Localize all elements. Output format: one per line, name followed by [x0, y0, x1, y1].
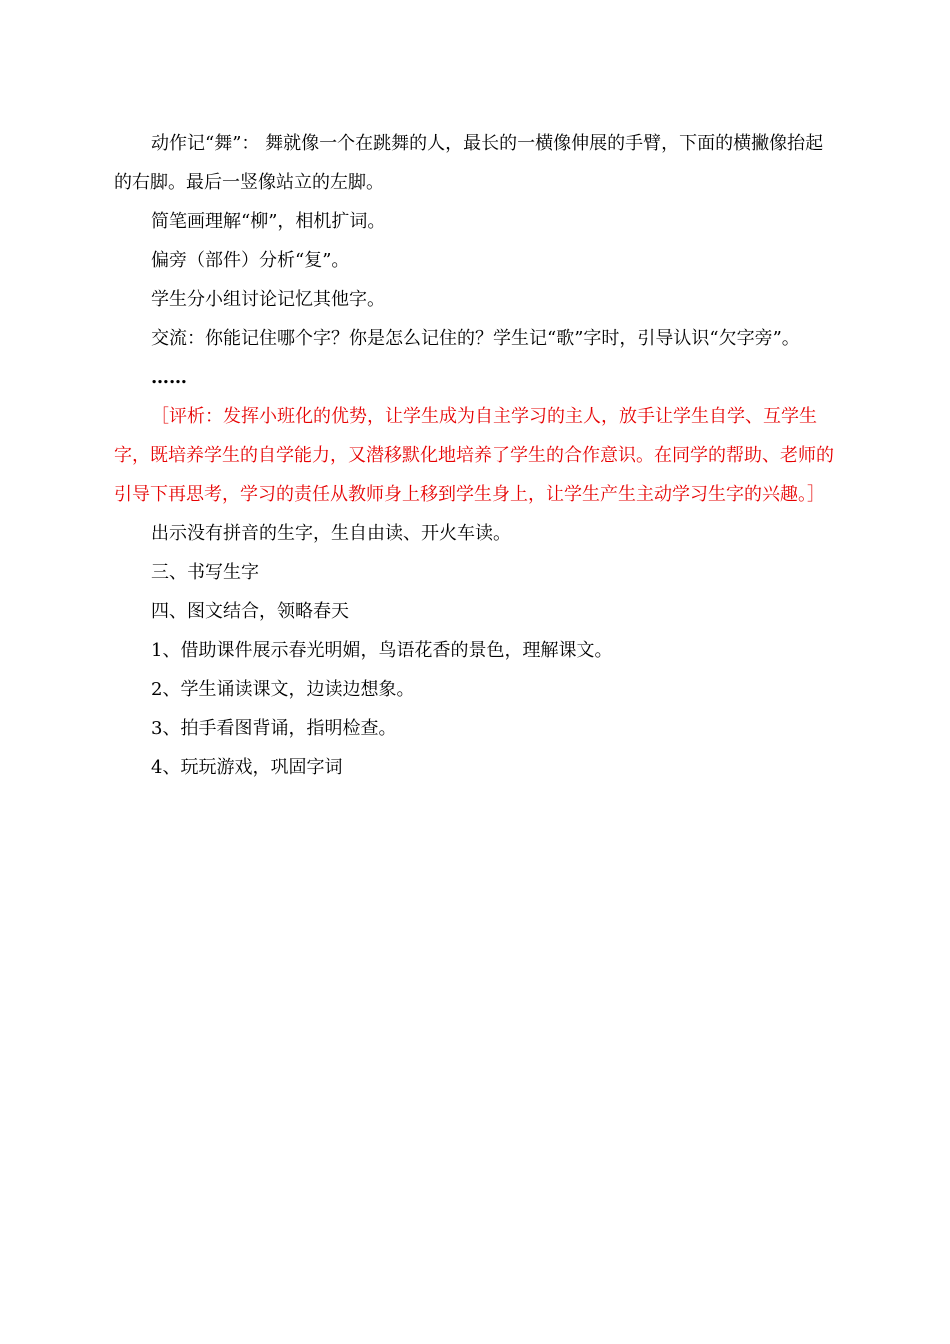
- list-item-2: 2、学生诵读课文，边读边想象。: [151, 679, 415, 700]
- paragraph-exchange: 交流：你能记住哪个字？你是怎么记住的？学生记“歌”字时，引导认识“欠字旁”。: [151, 328, 800, 349]
- list-item-3: 3、拍手看图背诵，指明检查。: [151, 718, 397, 739]
- paragraph-show-characters: 出示没有拼音的生字，生自由读、开火车读。: [151, 523, 511, 544]
- teaching-commentary: ［评析：发挥小班化的优势，让学生成为自主学习的主人，放手让学生自学、互学生字，既培养学生的自学能力，又潜移默化地培养了学生的合作意识。在同学的帮助、老师的引导下再思考，学习的责任从教师身上移到学生身上，让学生产生主动学习生字的兴趣。］: [114, 406, 834, 505]
- ellipsis: ……: [151, 367, 187, 388]
- paragraph-group-discussion: 学生分小组讨论记忆其他字。: [151, 289, 385, 310]
- paragraph-willow-drawing: 简笔画理解“柳”，相机扩词。: [151, 211, 386, 232]
- section-heading-writing: 三、书写生字: [151, 562, 259, 583]
- paragraph-radical-analysis: 偏旁（部件）分析“复”。: [151, 250, 350, 271]
- list-item-1: 1、借助课件展示春光明媚，鸟语花香的景色，理解课文。: [151, 640, 613, 661]
- document-page: [114, 124, 840, 787]
- paragraph-dance-mnemonic: 动作记“舞”： 舞就像一个在跳舞的人，最长的一横像伸展的手臂，下面的横撇像抬起的右脚。最后一竖像站立的左脚。: [114, 133, 824, 193]
- list-item-4: 4、玩玩游戏，巩固字词: [151, 757, 343, 778]
- section-heading-picture-text: 四、图文结合，领略春天: [151, 601, 349, 622]
